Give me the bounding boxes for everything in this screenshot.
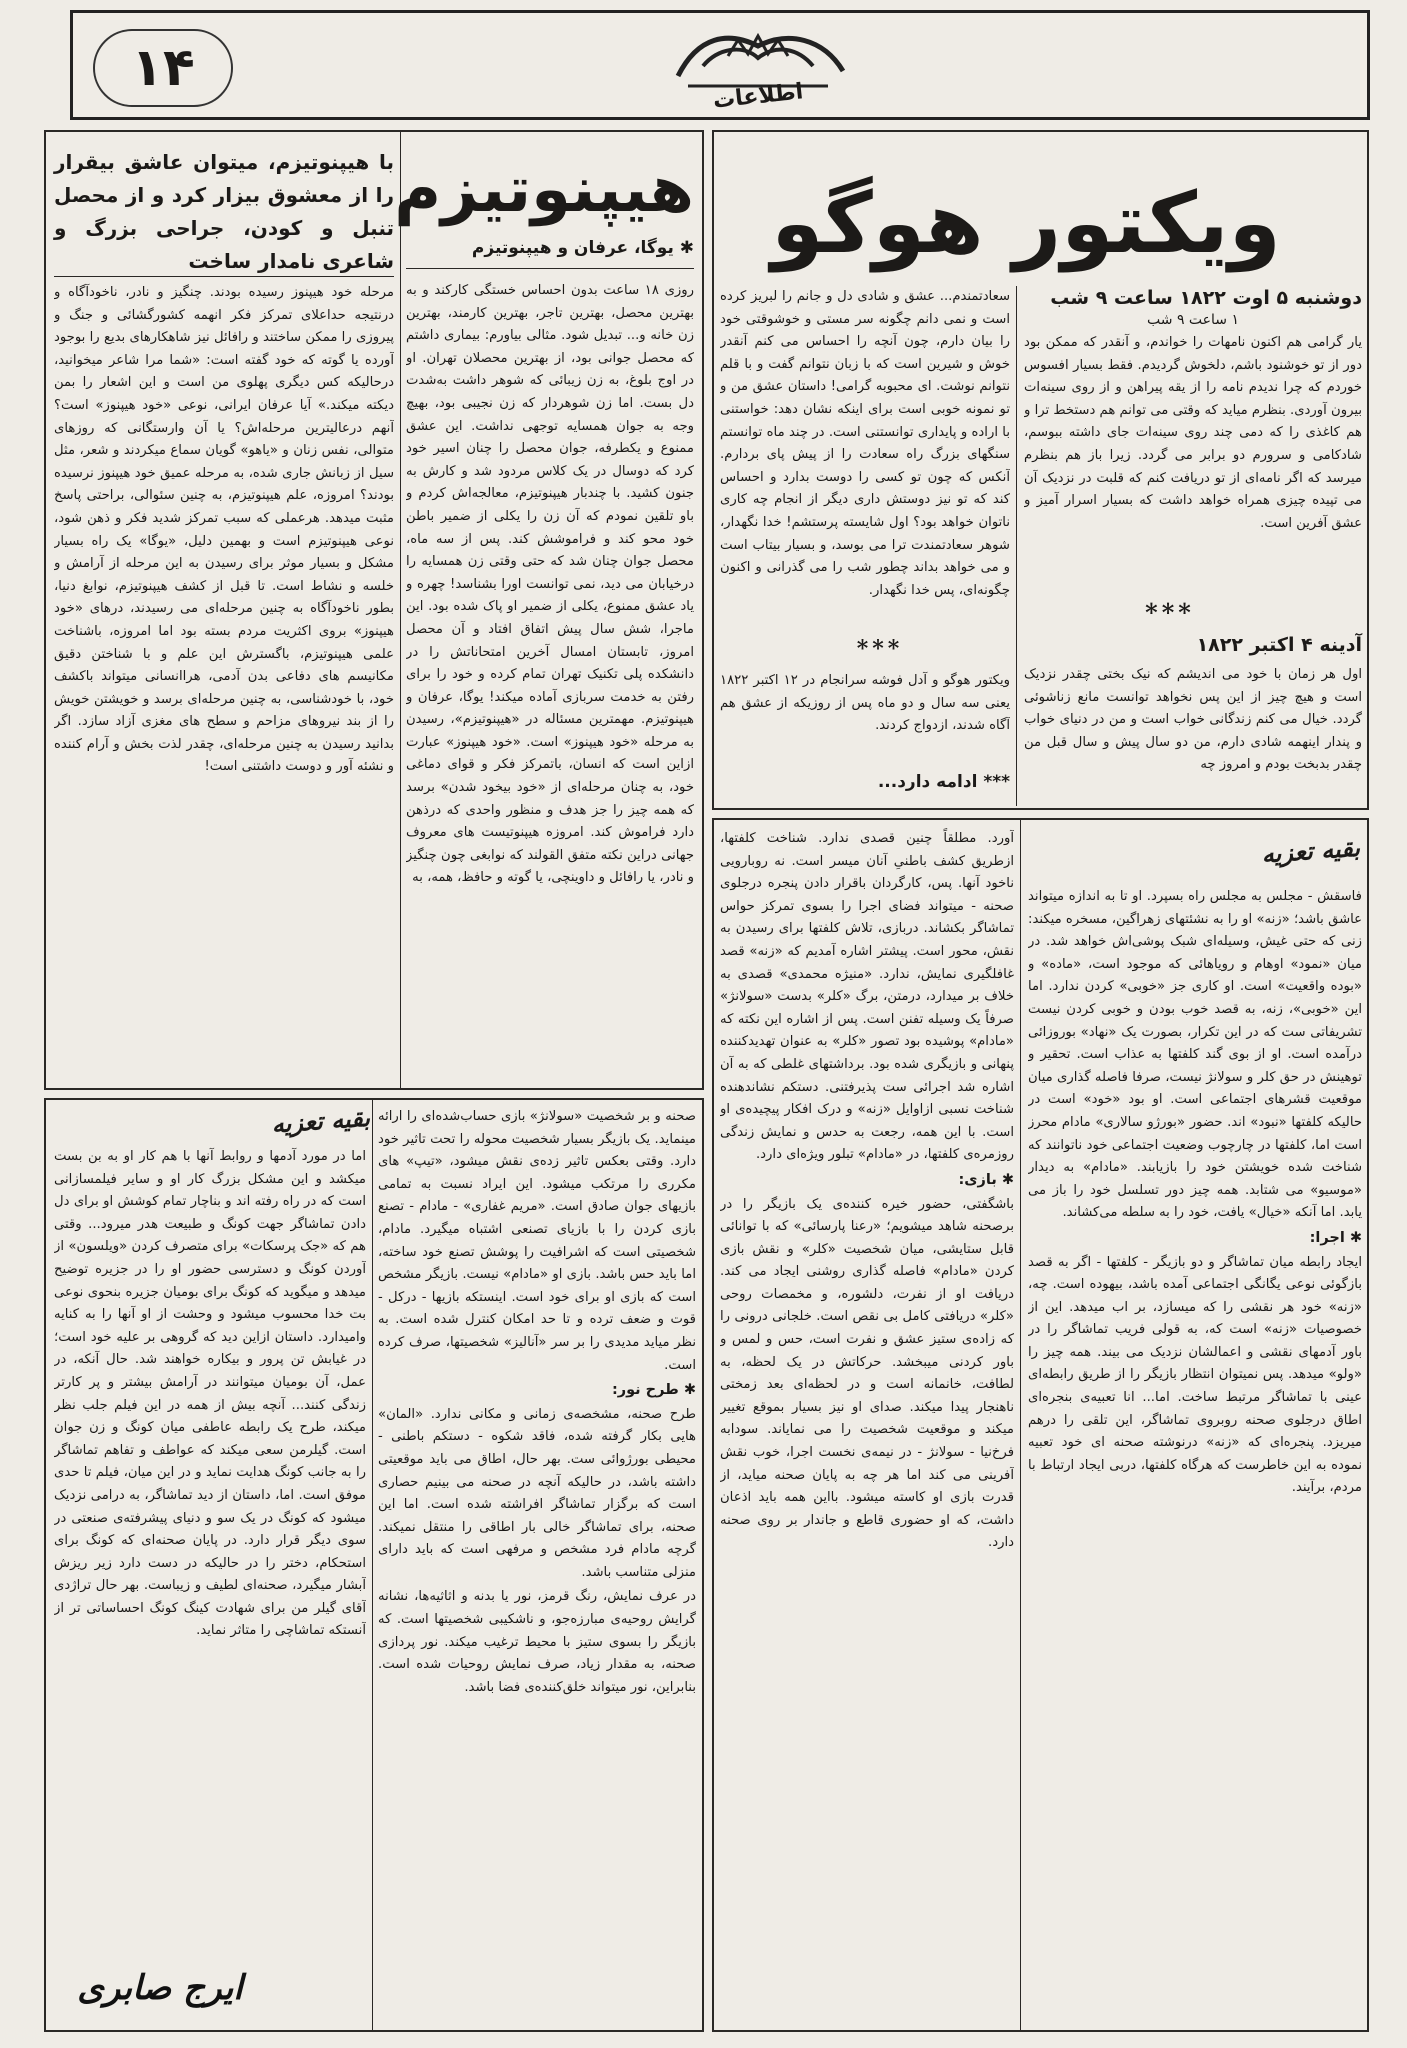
masthead-logo bbox=[643, 19, 873, 115]
page-header bbox=[70, 10, 1370, 120]
hugo-letter-2: اول هر زمان با خود می اندیشم که نیک بختی چقدر نزدیک است و هیچ چیز از این پس نخواهد توانست مانع زناشوئی گردد. خیال می کنم زندگانی خواب است و من در دنیای خواب و پندار اینهمه شادی دارم، من دو سال پیش و سال قبل من چقدر بدبخت بودم و امروز چه bbox=[1024, 667, 1362, 773]
paragraph: طرح صحنه، مشخصه‌ی زمانی و مکانی ندارد. «المان» هایی بکار گرفته شده، فاقد شکوه - دستکم باطنی - محیطی بورژوائی ست. بهر حال، اطاق می باید موقعیتی داشته باشد، در حالیکه آنچه در صحنه می بینیم حصاری است که برگزار تماشاگر افراشته شده است. اما این صحنه، برای تماشاگر خالی بار اطاقی را منتقل نمیکند. گرچه مادام فرد مشخص و مرفهی است که باید دارای منزلی متناسب باشد. bbox=[378, 1406, 696, 1580]
continued-left-col2 bbox=[54, 1146, 366, 1956]
paragraph: باشگفتی، حضور خیره کننده‌ی یک بازیگر را در برصحنه شاهد میشویم؛ «رعنا پارسائی» که با توانائی قابل ستایشی، میان شخصیت «کلر» و نقش بازی کردن «مادام» فاصله گذاری روشنی ایجاد می کند. دریافت او از نفرت، دلشوره، و مخمصات روحی «کلر» دریافتی کامل بی‌ نقص است. خلجانی درونی را که زاده‌ی ستیز عشق و نفرت است، حس و لمس و باور کردنی میبخشد. حرکاتش در یک لحظه، به لطافت، خانمانه است و در لحظه‌ای بعد زمختی ناهنجار پیدا میکند. صدای او نیز بسیار بموقع تغییر میکند و موقعیت شخصیت را می نمایاند. سودابه فرخ‌نیا - سولانژ - در نیمه‌ی نخست اجرا، خوب نقش آفرینی می کند اما هر چه به پایان صحنه میاید، از قدرت بازی او کاسته میشود. بااین همه باید اذعان داشت، که او حضوری قاطع و جاندار بر روی صحنه دارد. bbox=[720, 1196, 1014, 1551]
paragraph: آورد. مطلقاً چنین قصدی ندارد. شناخت کلفتها، ازطریق کشف باطنیِ آنان میسر است. نه روبارویی ناخود آنها. پس، کارگردان باقرار دادن پنجره درجلوی صحنه - میتواند فضای اجرا را بسوی تمرکز حواس تماشاگر بکشاند. دربازی، تلاش کلفتها برای رسیدن به نقش، محور است. پیشتر اشاره آمدیم که «زنه» قصد غافلگیری نمایش، ندارد. «منیژه محمدی» قصدی به خلاف بر میدارد، درمتن، برگ «کلر» بدست «سولانژ» صرفاً یک وسیله تفنن است. پس از اشاره این نکته که «مادام» پوشیده بود تصور «کلر» به عنوان تهدیدکننده پنهانی و بازیگری شده بود. برداشتهای غلطی که به آن اشاره شد اجرائی ست پذیرفتنی. دستکم نشاندهنده شناخت نسبی ازاوایل «زنه» و درک افکار پیچیده‌ی او است. با این همه، رجعت به حدس و نمایش زندگی روزمره‌ی کلفتها، در «مادام» تبلور ویژه‌ای دارد. bbox=[720, 831, 1014, 1163]
continued-right-col1 bbox=[1028, 886, 1362, 2026]
continued-note: *** ادامه دارد... bbox=[877, 772, 1010, 792]
hugo-time: ۱ ساعت ۹ شب bbox=[1147, 312, 1239, 328]
column-divider bbox=[1016, 286, 1017, 806]
rule bbox=[54, 276, 394, 277]
page-number: ۱۴ bbox=[93, 29, 233, 107]
hypnotism-title: هیپنوتیزم bbox=[394, 153, 694, 227]
column-divider bbox=[400, 132, 401, 1088]
section-heading: ✱ طرح نور: bbox=[611, 1382, 696, 1399]
hypnotism-deck: با هیپنوتیزم، میتوان عاشق بیقرار را از معشوق بیزار کرد و از محصل تنبل و کودن، جراحی بزرگ و شاعری نامدار ساخت bbox=[54, 150, 394, 273]
author-signature: ایرج صابری bbox=[77, 1968, 243, 2008]
column-divider bbox=[1020, 820, 1021, 2030]
section-separator: *** bbox=[1145, 598, 1195, 627]
paragraph: صحنه و بر شخصیت «سولانژ» بازی حساب‌شده‌ای را ارائه مینماید. یک بازیگر بسیار شخصیت محوله را تحت تاثیر خود دارد. وقتی بعکس تاثیر زده‌ی نقش میشود، «تیپ» های مکرری را مرتکب میشود. این ایراد نسبت به تمامی بازیهای جوان صادق است. «مریم غفاری» - مادام - تصنع بازی کردن را با بازیای تصنعی اشتباه میگیرد. مادام، شخصیتی است که اشرافیت را پوشش تصنع خود ساخته، اما باید حس باشد. بازی او «مادام» نیست. بازیگر مشخص است که بازی او برای خود است. اینستکه بازیها - درکل - قوت و ضعف ترده و تا حد امکان کنترل شده است. به نظر میاید مدیدی را بر سر «آنالیز» شخصیتها، صرف کرده است. bbox=[378, 1109, 696, 1373]
rule bbox=[406, 268, 694, 269]
hugo-letter-1: یار گرامی هم اکنون نامهات را خواندم، و آنقدر که ممکن بود دور از تو خوشنود باشم، دلخوش گردیدم. فقط بسیار افسوس خوردم که چرا ندیدم نامه را از یقه پیراهن و از روی سینه‌ات بیرون آوردی. بنظرم میاید که وقتی می توانم هم دستخط ترا و هم کاغذی را که دمی چند روی سینه‌ات جای داشته ببوسم، شادکامی و سرورم دو برابر می گردد. زیرا باز هم بنظرم میرسد که اگر نامه‌ای از تو دریافت کنم که قلبت در نزدیک آن می تپیده چیزی همراه خواهد داشت که بسیار اسرار آمیز و عشق آفرین است. bbox=[1024, 335, 1362, 531]
continued-label: بقیه تعزیه bbox=[270, 1102, 371, 1139]
paragraph: اما در مورد آدمها و روابط آنها با هم کار او به بن بست میکشد و این مشکل بزرگ کار او و سایر فیلمسازانی است که در راه رفته اند و بناچار تمام کوشش او برای دل دادن تماشاگر جهت کونگ و طبیعت هدر میرود... وقتی هم که «جک پرسکات» برای متصرف کردن «ویلسون» از آوردن کونگ و دسترسی حضور او را در جزیره توضیح میدهد و میگوید که کونگ برای بومیان جزیره بنحوی نوعی بت خدا محسوب میشود و وحشت از او آنها را به کنایه وامیدارد. داستان ازاین دید که گروهی بر علیه خود است؛ در غیابش تن پرور و بیکاره خواهند شد. حال آنکه، در عمل، آن بومیان میتوانند در آرامش بیشتر و پر کارتر زندگی کنند... آنچه بیش از همه در این فیلم جلب نظر میکند، طرح یک رابطه عاطفی میان کونگ و زن جوان است. گیلرمن سعی میکند که عواطف و تفاهم تماشاگر را به جانب کونگ هدایت نماید و در این میان، فیلم تا حدی موفق است. اما، داستان از دید تماشاگر، به درامی نزدیک میشود که کونگ در یک سو و دنیای پیشرفته‌ی صنعتی در سوی دیگر قرار دارد. در پایان صحنه‌ای که کونگ برای استحکام، دختر را در حالیکه در دست دارد زیر ریزش آبشار میگیرد، صحنه‌ای لطیف و زیباست. بهر حال تراژدی آقای گیلر من برای شهادت کینگ کونگ احساساتی تر از آنستکه تماشاچی را متاثر نماید. bbox=[54, 1149, 366, 1639]
hugo-letter-3: سعادتمندم... عشق و شادی دل و جانم را لبریز کرده است و نمی دانم چگونه سر مستی و خوشوقتی خود را بیان دارم، چون آنچه را احساس می کنم آنقدر خوش و شیرین است که با زبان نتوانم گفت و با قلم نتوانم نوشت. ای محبوبه گرامی! داستان عشق من و تو نمونه خوبی است برای اینکه نشان دهد: خواستنی با اراده و پایداری توانستنی است. در چند ماه توانستم سنگهای بزرگ راه سعادت را از پیش پای بردارم. آنکس که چون تو کسی را دوست بدارد و احساس کند که تو نیز دوستش داری دیگر از انجام چه کاری ناتوان خواهد بود؟ اول شایسته پرستشم! خدا نگهدار، شوهر سعادتمندت ترا می بوسد، و بسیار بیتاب است و می خواهد بداند چطور شب را می گذرانی و اکنون چگونه‌ای، پس خدا نگهدار. bbox=[720, 289, 1010, 598]
hugo-date-heading-1: دوشنبه ۵ اوت ۱۸۲۲ ساعت ۹ شب bbox=[1050, 287, 1362, 309]
continued-left-col1 bbox=[378, 1106, 696, 2026]
masthead-text: اطلاعات bbox=[711, 78, 805, 114]
section-heading: ✱ بازی: bbox=[958, 1171, 1014, 1188]
hypnotism-subtitle: ✱ یوگا، عرفان و هیپنوتیزم bbox=[471, 238, 694, 258]
paragraph: ایجاد رابطه میان تماشاگر و دو بازیگر - کلفتها - اگر به قصد بازگوئی نوعی یگانگی اجتماعی آمده باشد، بیهوده است. چه، «زنه» خود هر نقشی را که میسازد، بر اب میدهد. این از خصوصیات «زنه» است که، به قولی فریب تماشاگر را در باور آدمهای نقشی و اعمالشان نزدیک می بیند. همه چیز را «ولو» میدهد. پس نمیتوان انتظار بازیگر را از طریق رابطه‌ای عینی با تماشاگر مرتبط ساخت. اما... انا تعبیه‌ی بنجره‌ای اطاق درجلوی صحنه روبروی تماشاگر، این تلقی را درهم میریزد. پنجره‌ای که «زنه» درنوشته صحنه ای خود تعبیه نموده به این خاطرست که هرگاه کلفتها، دربی ایجاد ارتباط با مردم، برآیند. bbox=[1028, 1254, 1362, 1496]
hugo-date-heading-2: آدینه ۴ اکتبر ۱۸۲۲ bbox=[1196, 634, 1362, 656]
continued-label: بقیه تعزیه bbox=[1260, 832, 1361, 869]
section-heading: ✱ اجرا: bbox=[1309, 1229, 1362, 1246]
paragraph: فاسقش - مجلس به مجلس راه بسپرد. او تا به اندازه میتواند عاشق باشد؛ «زنه» او را به نشئتهای زهراگین، مسخره میکند: زنی که حتی غیش، وسیله‌ای شبک پوشی‌اش خواهد شد. در میان «نمود» اوهام و رویاهائی که موجود است، «ماده» و «بوده واقعیت» است. او کاری جز «خوبی» کردن ندارد. اما این «خوبی»، زنه، به قصد خوب بودن و خوبی کردن نیست تشریفاتی ست که در این تکرار، بصورت یک «نهاد» بوروزائی درآمده است. او از بوی گند کلفتها به عذاب است. تحقیر و توهینش در حق کلر و سولانژ نیست، صرفا فاصله گذاری میان موقعیت قشرهای اجتماعی است. او بود «خود» است در حالیکه کلفتها «نبود» اند. حضور «بورژو سالاری» مادام محرز است اما، کلفتها در چارچوب وضعیت اجتماعی خود ناتوانند که شناخت شده خویشتن خود را بازیابند. «مادام» به دیدار «موسیو» می شتابد. همه چیز دور تسلسل خود را باز می یابد. اما آنکه «خیال» یافت، خود را به سلطه می‌کشاند. bbox=[1028, 889, 1362, 1221]
paragraph: در عرف نمایش، رنگ قرمز، نور یا بدنه و اثاثیه‌ها، نشانه گرایش روحیه‌ی مبارزه‌جو، و ناشکیبی شخصیتها است. که بازیگر را بسوی ستیز با محیط ترغیب میکند. نور پردازی صحنه، به مقدار زیاد، صرف نمایش روحیات شده است. بنابراین، نور میتواند خلق‌کننده‌ی فضا باشد. bbox=[378, 1589, 696, 1695]
hypnotism-body-col1: روزی ۱۸ ساعت بدون احساس خستگی کارکند و به بهترین محصل، بهترین تاجر، بهترین کارمند، بهترین زن خانه و... تبدیل شود. مثالی بیاورم: بیماری داشتم که محصل جوانی بود، از بهترین محصلان تهران. او در اوج بلوغ، به زن زیبائی که شوهر داشت به‌شدت دل بست. اما زن شوهردار که زن نجیبی بود، بهیچ وجه به جوان همسایه توجهی نداشت. این عشق ممنوع و یکطرفه، جوان محصل را چنان اسیر خود کرد که دوسال در یک کلاس مردود شد و کارش به جنون کشید. با چندبار هیپنوتیزم، معالجه‌اش کردم و باو تلقین نمودم که آن زن را یکلی از ضمیر باطن خود محو کند و فراموشش کند. پس از سه ماه، محصل جوان چنان شد که حتی وقتی زن همسایه را درخیابان می دید، نمی توانست اورا بشناسد! چهره و یاد عشق ممنوع، یکلی از ضمیر او پاک شده بود. این ماجرا، شش سال پیش اتفاق افتاد و آن محصل امروز، تابستان امسال آخرین امتحاناتش را در دانشکده پلی تکنیک تهران تمام کرده و خود را برای رفتن به خدمت سربازی آماده میکند! یوگا، عرفان و هیپنوتیزم. مهمترین مسئاله در «هیپنوتیزم»، رسیدن به مرحله «خود هیپنوز» است. «خود هیپنوز» عبارت ازاین است که انسان، باتمرکز فکر و قوای دماغی خود، به چنان مرحله‌ای از «خود بیخود شدن» برسد که همه چیز را جز هدف و منظور واحدی که درذهن دارد فراموش کند. امروزه هیپنوتیست های معروف جهانی دراین نکته متفق القولند که نوابغی چون چنگیز و نادر، یا رافائل و داوینچی، یا گوته و حافظ، همه، به bbox=[406, 283, 694, 886]
continued-right-col2 bbox=[720, 828, 1014, 2024]
section-separator: *** bbox=[856, 636, 904, 662]
column-divider bbox=[372, 1100, 373, 2030]
hugo-closing-text: ویکتور هوگو و آدل فوشه سرانجام در ۱۲ اکتبر ۱۸۲۲ یعنی سه سال و دو ماه پس از روزیکه از عشق هم آگاه شدند، ازدواج کردند. bbox=[720, 673, 1010, 734]
hypnotism-body-col2: مرحله خود هیپنوز رسیده بودند. چنگیز و نادر، ناخودآگاه و درنتیجه حداعلای تمرکز فکر انهمه کشورگشائی و جنگ و پیروزی را ممکن ساختند و رافائل نیز شاهکارهای بدیع را بوجود آورده یا گوته که خود گفته است: «شما مرا شاعر میخوانید، درحالیکه کس دیگری پهلوی من است و این اشعار را بمن دیکته میکند.» آیا عرفان ایرانی، نوعی «خود هیپنوز» است؟ آنهم درعالیترین مرحله‌اش؟ یا آن وارستگانی که روزهای متوالی، نفس زنان و «یاهو» گویان سماع میکردند و شعر، مثل سیل از زبانش جاری شده، به مرحله عمیق خود هیپنوز نرسیده بودند؟ امروزه، علم هیپنوتیزم، به چنین سئوالی، براحتی پاسخ مثبت میدهد. هرعملی که سبب تمرکز شدید فکر و ذهن شود، نوعی هیپنوتیزم است و بهمین دلیل، «یوگا» یک راه بسیار مشکل و بسیار موثر برای رسیدن به این مرحله از آرامش و خلسه و نشاط است. تا قبل از کشف هیپنوتیزم، نوابغ دنیا، بطور ناخودآگاه به چنین مرحله‌ای می رسیدند، درهای «خود هیپنوز» بروی اکثریت مردم بسته بود اما امروزه، باشناخت علمی هیپنوتیزم، باگسترش این علم و با شناختن دقیق مکانیسم های دفاعی بدن آدمی، هراانسانی میتواند باکشف خود، با خودشناسی، به چنین مرحله‌ای برسد و خویشتن خویش را از بند نیروهای مزاحم و سطح های مغزی آزاد سازد. اگر بدانید رسیدن به چنین مرحله‌ای، چقدر لذت بخش و آرام کننده و نشئه آور و دوست داشتنی است! bbox=[54, 285, 394, 775]
hugo-title: ویکتور هوگو bbox=[771, 174, 1281, 272]
